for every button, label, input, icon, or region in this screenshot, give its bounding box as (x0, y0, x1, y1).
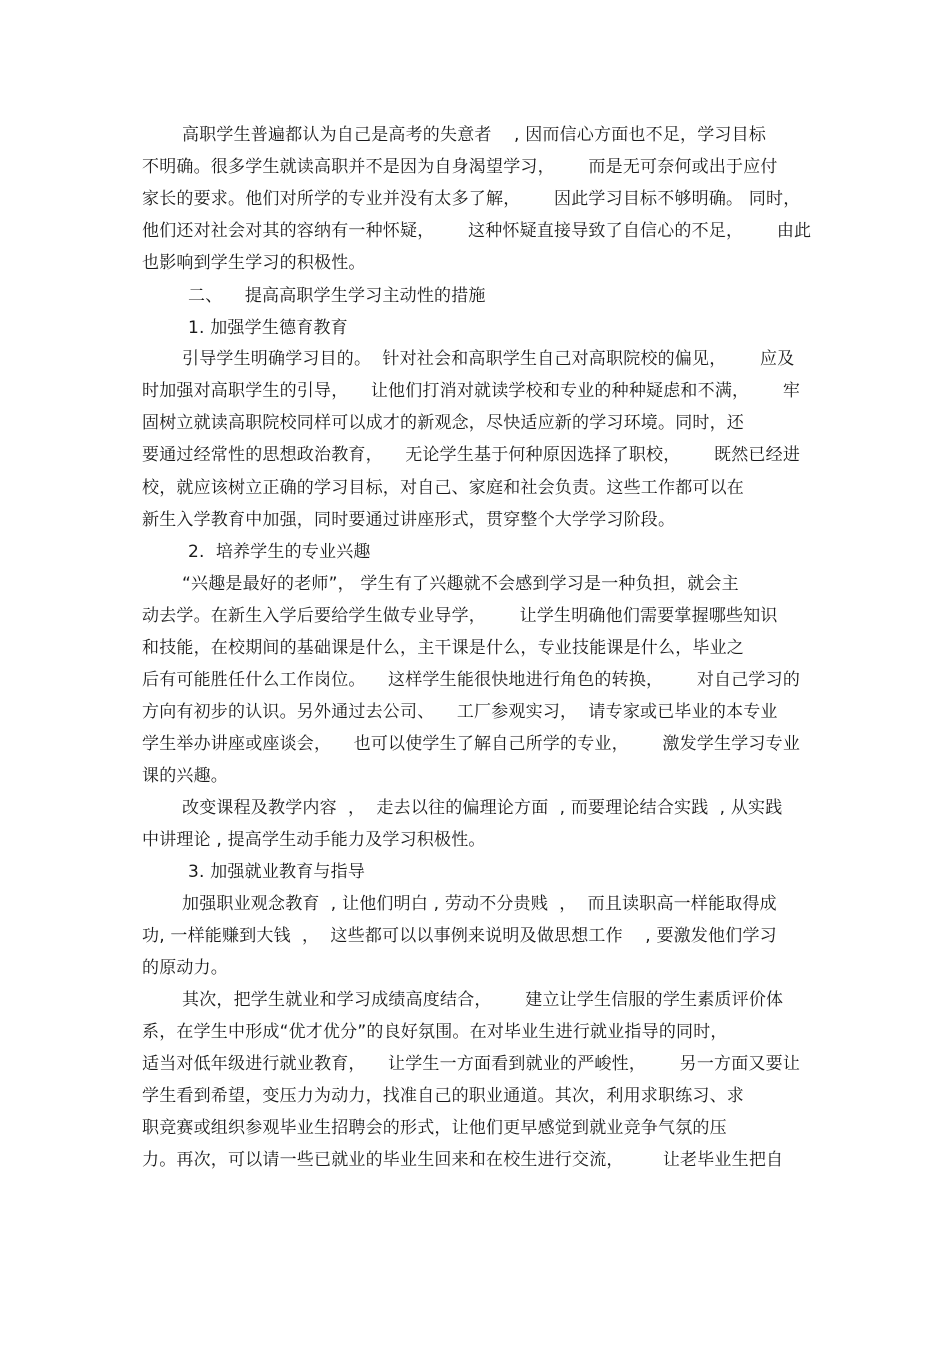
text-line: 高职学生普遍都认为自己是高考的失意者 , 因而信心方面也不足，学习目标 (182, 125, 767, 145)
text-line: 适当对低年级进行就业教育， 让学生一方面看到就业的严峻性， 另一方面又要让 (142, 1054, 801, 1074)
text-line: “兴趣是最好的老师”， 学生有了兴趣就不会感到学习是一种负担，就会主 (182, 574, 739, 594)
text-line: 改变课程及教学内容 ， 走去以往的偏理论方面 , 而要理论结合实践 , 从实践 (182, 798, 783, 818)
text-line: 校，就应该树立正确的学习目标，对自己、家庭和社会负责。这些工作都可以在 (142, 478, 744, 498)
text-line: 固树立就读高职院校同样可以成才的新观念，尽快适应新的学习环境。同时，还 (142, 413, 744, 433)
text-line: 要通过经常性的思想政治教育， 无论学生基于何种原因选择了职校， 既然已经进 (142, 445, 801, 465)
text-line: 学生举办讲座或座谈会， 也可以使学生了解自己所学的专业， 激发学生学习专业 (142, 734, 801, 754)
text-line: 职竞赛或组织参观毕业生招聘会的形式，让他们更早感觉到就业竞争气氛的压 (142, 1118, 727, 1138)
text-line: 力。再次，可以请一些已就业的毕业生回来和在校生进行交流， 让老毕业生把自 (142, 1150, 784, 1170)
text-line: 的原动力。 (142, 958, 228, 978)
subsection-heading: 2. 培养学生的专业兴趣 (188, 542, 371, 562)
text-line: 时加强对高职学生的引导， 让他们打消对就读学校和专业的种种疑虑和不满， 牢 (142, 381, 801, 401)
subsection-heading: 1. 加强学生德育教育 (188, 318, 348, 338)
text-line: 方向有初步的认识。另外通过去公司、 工厂参观实习， 请专家或已毕业的本专业 (142, 702, 778, 722)
text-line: 也影响到学生学习的积极性。 (142, 253, 366, 273)
text-line: 家长的要求。他们对所学的专业并没有太多了解， 因此学习目标不够明确。 同时， (142, 189, 801, 209)
text-line: 中讲理论 , 提高学生动手能力及学习积极性。 (142, 830, 486, 850)
text-line: 加强职业观念教育 , 让他们明白 , 劳动不分贵贱 ， 而且读职高一样能取得成 (182, 894, 777, 914)
section-heading: 二、 提高高职学生学习主动性的措施 (188, 286, 486, 306)
text-line: 课的兴趣。 (142, 766, 228, 786)
text-line: 功, 一样能赚到大钱 ， 这些都可以以事例来说明及做思想工作 , 要激发他们学习 (142, 926, 777, 946)
text-line: 动去学。在新生入学后要给学生做专业导学， 让学生明确他们需要掌握哪些知识 (142, 606, 778, 626)
text-line: 后有可能胜任什么工作岗位。 这样学生能很快地进行角色的转换， 对自己学习的 (142, 670, 801, 690)
text-line: 新生入学教育中加强，同时要通过讲座形式，贯穿整个大学学习阶段。 (142, 510, 676, 530)
text-line: 系，在学生中形成“优才优分”的良好氛围。在对毕业生进行就业指导的同时， (142, 1022, 728, 1042)
text-line: 引导学生明确学习目的。 针对社会和高职学生自己对高职院校的偏见， 应及 (182, 349, 795, 369)
text-line: 学生看到希望，变压力为动力，找准自己的职业通道。其次，利用求职练习、求 (142, 1086, 744, 1106)
text-line: 不明确。很多学生就读高职并不是因为自身渴望学习， 而是无可奈何或出于应付 (142, 157, 778, 177)
text-line: 他们还对社会对其的容纳有一种怀疑， 这种怀疑直接导致了自信心的不足， 由此 (142, 221, 812, 241)
subsection-heading: 3. 加强就业教育与指导 (188, 862, 366, 882)
text-line: 和技能，在校期间的基础课是什么，主干课是什么，专业技能课是什么，毕业之 (142, 638, 744, 658)
text-line: 其次，把学生就业和学习成绩高度结合， 建立让学生信服的学生素质评价体 (182, 990, 784, 1010)
